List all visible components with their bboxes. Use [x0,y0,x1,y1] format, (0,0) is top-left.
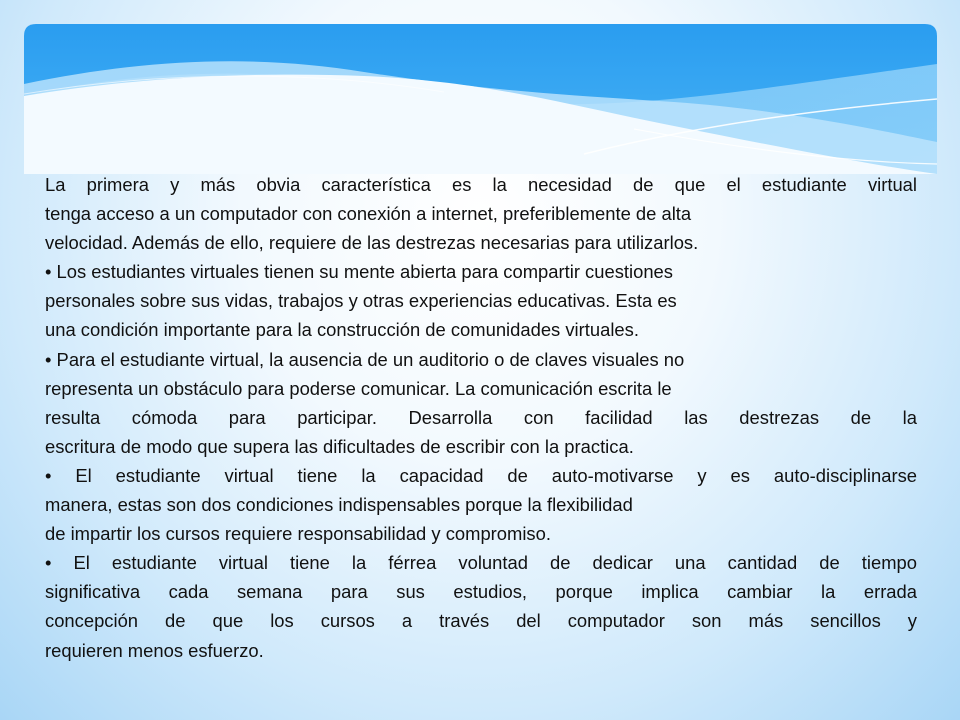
text-line: una condición importante para la construcción de comunidades virtuales. [45,319,639,341]
text-line: resulta cómoda para participar. Desarrolla con facilidad las destrezas de la [45,406,917,428]
text-line: • Los estudiantes virtuales tienen su mente abierta para compartir cuestiones [45,261,673,283]
body-text [45,170,917,665]
text-line: • El estudiante virtual tiene la capacidad de auto-motivarse y es auto-disciplinarse [45,464,917,486]
text-line: representa un obstáculo para poderse comunicar. La comunicación escrita le [45,377,672,399]
text-line: personales sobre sus vidas, trabajos y otras experiencias educativas. Esta es [45,290,677,312]
text-line: significativa cada semana para sus estudios, porque implica cambiar la errada [45,581,917,603]
text-line: • Para el estudiante virtual, la ausencia de un auditorio o de claves visuales no [45,348,685,370]
text-line: requieren menos esfuerzo. [45,639,264,661]
text-line: manera, estas son dos condiciones indispensables porque la flexibilidad [45,494,633,516]
text-line: • El estudiante virtual tiene la férrea voluntad de dedicar una cantidad de tiempo [45,552,917,574]
text-line: escritura de modo que supera las dificultades de escribir con la practica. [45,435,634,457]
text-line: de impartir los cursos requiere responsabilidad y compromiso. [45,523,551,545]
wave-banner [24,24,937,174]
text-line: concepción de que los cursos a través del computador son más sencillos y [45,610,917,632]
text-line: tenga acceso a un computador con conexión a internet, preferiblemente de alta [45,203,692,225]
text-line: La primera y más obvia característica es la necesidad de que el estudiante virtual [45,174,917,195]
text-line: velocidad. Además de ello, requiere de las destrezas necesarias para utilizarlos. [45,232,699,254]
